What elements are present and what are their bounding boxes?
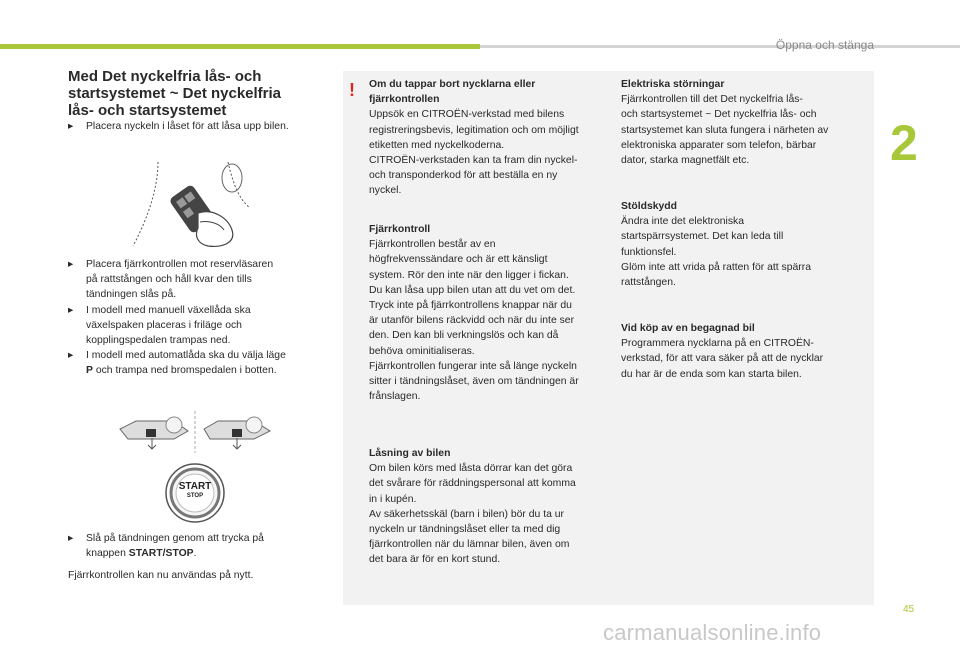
theft-section: Stöldskydd Ändra inte det elektroniska startspärrsystemet. Det kan leda till funktionsfel. Glöm inte att vrida på ratten för att spärra rattstången. <box>621 201 812 289</box>
remote-section: Fjärrkontroll Fjärrkontrollen består av en högfrekvenssändare och är ett känsligt system. Rör den inte när den ligger i fickan. Du kan låsa upp bilen utan att du vet om det. Tryck inte på fjärrkontrollens knappar när du är utanför bilens räckvidd och när du inte ser den. Den kan bli verkningslös och kan då behöva ominitialiseras. Fjärrkontrollen fungerar inte så länge nyckeln sitter i tändningslåset, även om tändningen är frånslagen. <box>369 224 579 403</box>
section-title: Öppna och stänga <box>775 38 874 52</box>
locking-section: Låsning av bilen Om bilen körs med låsta dörrar kan det göra det svårare för räddningspersonal att komma in i kupén. Av säkerhetsskäl (barn i bilen) bör du ta ur nyckeln ur tändningslåset eller ta med dig fjärrkontrollen när du lämnar bilen, även om det bara är för en kort stund. <box>369 448 576 566</box>
used-car-section: Vid köp av en begagnad bil Programmera nycklarna på en CITROËN- verkstad, för att vara säker på att de nycklar du har är de enda som kan starta bilen. <box>621 323 824 380</box>
closing-text: Fjärrkontrollen kan nu användas på nytt. <box>68 570 254 581</box>
stop-label: STOP <box>186 493 204 499</box>
page-number: 45 <box>903 604 915 615</box>
bullet-list-start-procedure <box>68 257 338 379</box>
bullet-marker-icon: ▸ <box>68 304 74 316</box>
warning-icon: ! <box>349 80 355 100</box>
interference-section: Elektriska störningar Fjärrkontrollen till det Det nyckelfria lås- och startsystemet ~ Det nyckelfria lås- och startsystemet kan sluta fungera i närheten av elektroniska apparater som telefon, bärbar dator, starka magnetfält etc. <box>621 79 829 167</box>
bullet-marker-icon: ▸ <box>68 533 74 544</box>
bullet-manual-gearbox: ▸ I modell med manuell växellåda ska växelspaken placeras i friläge och kopplingspedalen trampas ned. <box>68 304 251 347</box>
start-label: START <box>178 481 212 492</box>
bullet-automatic-gearbox: ▸ I modell med automatlåda ska du välja läge P och trampa ned bromspedalen i botten. <box>68 350 286 377</box>
bullet-marker-icon: ▸ <box>68 121 74 132</box>
pedals-illustration <box>114 409 276 455</box>
bullet-marker-icon: ▸ <box>68 259 74 270</box>
watermark: carmanualsonline.info <box>603 620 822 645</box>
start-stop-button-illustration <box>165 463 225 523</box>
header-rule <box>480 45 960 48</box>
chapter-number: 2 <box>890 115 918 171</box>
page-heading: Med Det nyckelfria lås- och startsystemet ~ Det nyckelfria lås- och startsystemet <box>68 68 282 119</box>
lost-keys-section: Om du tappar bort nycklarna eller fjärrkontrollen Uppsök en CITROËN-verkstad med bilens registreringsbevis, legitimation och om möjligt etiketten med nyckelkoderna. CITROËN-verkstaden kan ta fram din nyckel- och transponderkod för att beställa en ny nyckel. <box>369 79 579 197</box>
bullet-marker-icon: ▸ <box>68 350 74 362</box>
header-accent-bar <box>0 44 480 49</box>
bullet-ignition: ▸ Slå på tändningen genom att trycka på knappen START/STOP. <box>68 533 264 560</box>
key-in-lock-illustration <box>128 158 252 248</box>
bullet-unlock: ▸ Placera nyckeln i låset för att låsa upp bilen. <box>68 119 338 134</box>
bullet-remote-reader: ▸ Placera fjärrkontrollen mot reservläsaren på rattstången och håll kvar den tills tändningen slås på. <box>68 259 274 301</box>
